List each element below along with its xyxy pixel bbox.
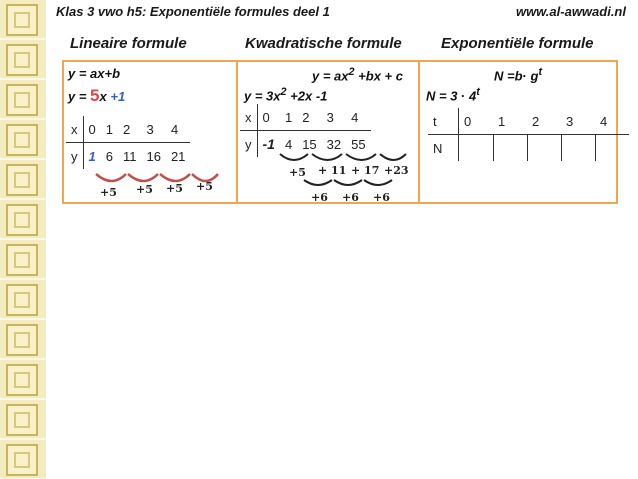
column-divider (418, 60, 420, 204)
page-title: Klas 3 vwo h5: Exponentiële formules deel 1 (56, 4, 330, 19)
quadratic-first-diff: + 11 (318, 164, 347, 177)
exponential-example-formula: $N = 3 \cdot 4^t$ (426, 86, 480, 104)
quadratic-second-diff: +6 (373, 191, 390, 204)
quadratic-second-diff: +6 (311, 191, 328, 204)
quadratic-first-diff: +23 (384, 164, 409, 177)
linear-table: x 0 1 2 3 4 y 1 6 11 16 21 (66, 116, 190, 169)
calligraphy-tile-icon (6, 404, 38, 436)
calligraphy-tile-icon (6, 204, 38, 236)
quadratic-first-diff: + 17 (351, 164, 380, 177)
calligraphy-tile-icon (6, 84, 38, 116)
exponential-title: Exponentiële formule (441, 35, 594, 52)
calligraphy-tile-icon (6, 364, 38, 396)
calligraphy-tile-icon (6, 244, 38, 276)
exponential-general-formula: $N =b\cdot g^t$ (494, 66, 543, 84)
calligraphy-tile-icon (6, 324, 38, 356)
exponential-table: t 0 1 2 3 4 N (428, 108, 629, 161)
site-url: www.al-awwadi.nl (515, 4, 626, 19)
quadratic-second-diff: +6 (342, 191, 359, 204)
linear-step: +5 (100, 186, 117, 199)
calligraphy-tile-icon (6, 444, 38, 476)
linear-example-formula: y = 5x +1 (68, 86, 126, 105)
linear-general-formula: y = ax+b (68, 66, 121, 81)
calligraphy-tile-icon (6, 4, 38, 36)
quadratic-table: x 0 1 2 3 4 y -1 4 15 32 55 (240, 104, 371, 157)
quadratic-general-formula: $y = ax^2 +bx + c$ (312, 66, 403, 84)
linear-title: Lineaire formule (70, 35, 187, 52)
decorative-side-strip (0, 0, 46, 479)
linear-step: +5 (196, 180, 213, 193)
quadratic-second-diff-arrows (300, 178, 396, 192)
calligraphy-tile-icon (6, 164, 38, 196)
calligraphy-tile-icon (6, 44, 38, 76)
column-divider (236, 60, 238, 204)
constant-b: +1 (110, 89, 126, 104)
calligraphy-tile-icon (6, 284, 38, 316)
quadratic-title: Kwadratische formule (245, 35, 402, 52)
linear-step: +5 (166, 182, 183, 195)
quadratic-example-formula: $y = 3x^2 +2x$ -1 (244, 86, 328, 104)
coefficient-a: 5 (90, 86, 100, 105)
linear-step: +5 (136, 183, 153, 196)
quadratic-first-diff: +5 (289, 166, 306, 179)
calligraphy-tile-icon (6, 124, 38, 156)
